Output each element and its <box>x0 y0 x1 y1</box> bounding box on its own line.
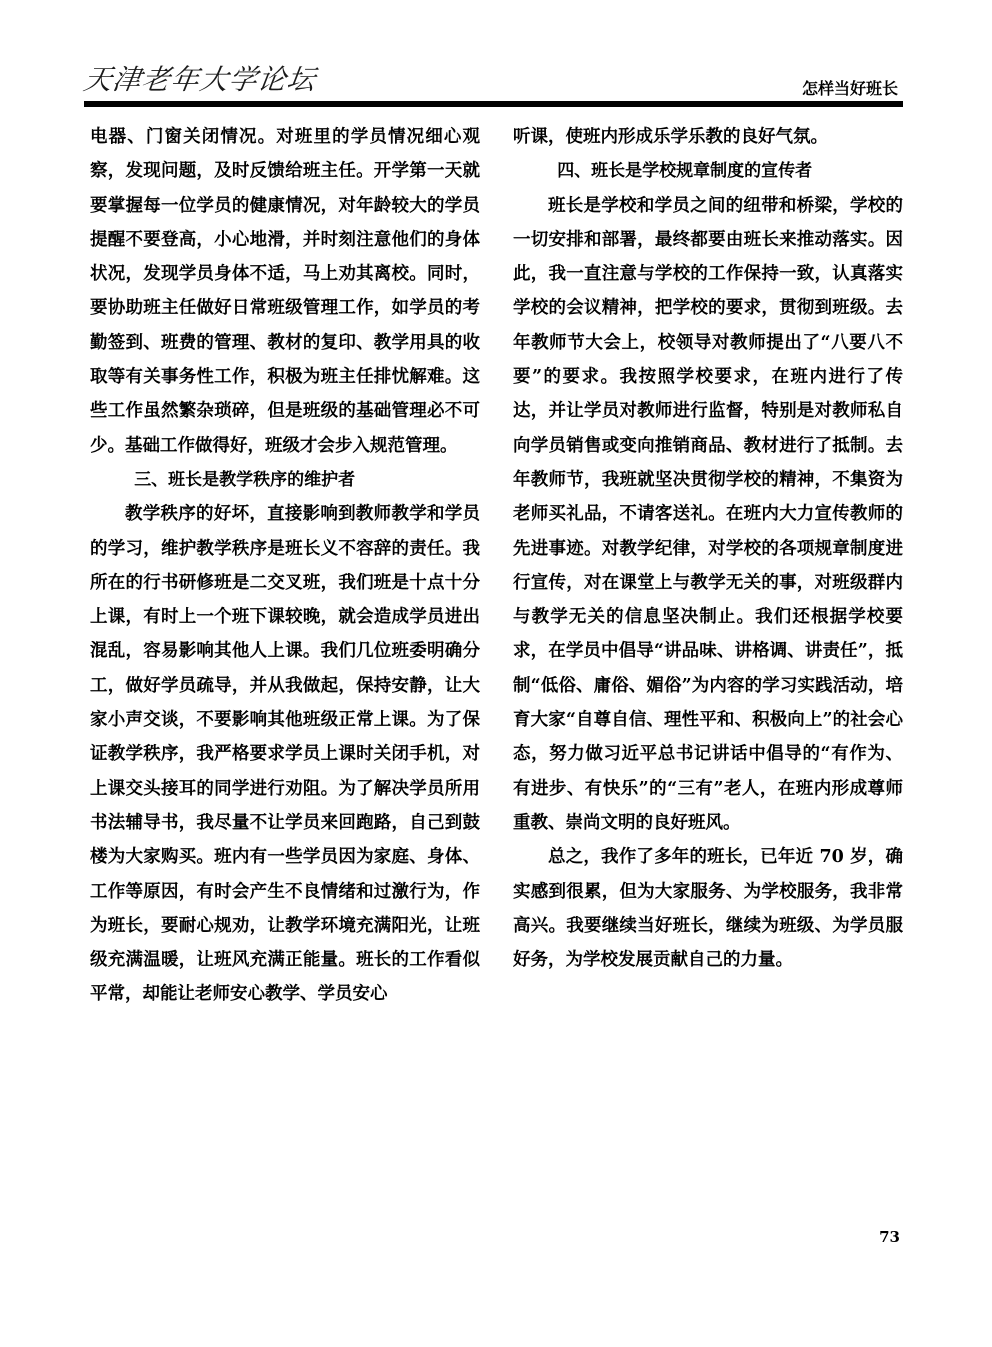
right-paragraph-2: 班长是学校和学员之间的纽带和桥梁，学校的一切安排和部署，最终都要由班长来推动落实。因此，我一直注意与学校的工作保持一致，认真落实学校的会议精神，把学校的要求，贯彻到班级。去年教师节大会上，校领导对教师提出了“八要八不要”的要求。我按照学校要求，在班内进行了传达，并让学员对教师进行监督，特别是对教师私自向学员销售或变向推销商品、教材进行了抵制。去年教师节，我班就坚决贯彻学校的精神，不集资为老师买礼品，不请客送礼。在班内大力宣传教师的先进事迹。对教学纪律，对学校的各项规章制度进行宣传，对在课堂上与教学无关的事，对班级群内与教学无关的信息坚决制止。我们还根据学校要求，在学员中倡导“讲品味、讲格调、讲责任”，抵制“低俗、庸俗、媚俗”为内容的学习实践活动，培育大家“自尊自信、理性平和、积极向上”的社会心态，努力做习近平总书记讲话中倡导的“有作为、有进步、有快乐”的“三有”老人，在班内形成尊师重教、崇尚文明的良好班风。 <box>513 195 903 833</box>
running-section-title: 怎样当好班长 <box>801 79 898 98</box>
right-paragraph-3: 总之，我作了多年的班长，已年近 70 岁，确实感到很累，但为大家服务、为学校服务，我非常高兴。我要继续当好班长，继续为班级、为学员服好务，为学校发展贡献自己的力量。 <box>513 847 903 971</box>
left-paragraph-2: 教学秩序的好坏，直接影响到教师教学和学员的学习，维护教学秩序是班长义不容辞的责任。我所在的行书研修班是二交叉班，我们班是十点十分上课，有时上一个班下课较晚，就会造成学员进出混乱，容易影响其他人上课。我们几位班委明确分工，做好学员疏导，并从我做起，保持安静，让大家小声交谈，不要影响其他班级正常上课。为了保证教学秩序，我严格要求学员上课时关闭手机，对上课交头接耳的同学进行劝阻。为了解决学员所用书法辅导书，我尽量不让学员来回跑路，自己到鼓楼为大家购买。班内有一些学员因为家庭、身体、工作等原因，有时会产生不良情绪和过激行为，作为班长，要耐心规劝，让教学环境充满阳光，让班级充满温暖，让班风充满正能量。班长的工作看似平常，却能让老师安心教学、学员安心 <box>90 504 480 1005</box>
left-column <box>90 120 480 1012</box>
left-paragraph-1: 电器、门窗关闭情况。对班里的学员情况细心观察，发现问题，及时反馈给班主任。开学第一天就要掌握每一位学员的健康情况，对年龄较大的学员提醒不要登高，小心地滑，并时刻注意他们的身体状况，发现学员身体不适，马上劝其离校。同时，要协助班主任做好日常班级管理工作，如学员的考勤签到、班费的管理、教材的复印、教学用具的收取等有关事务性工作，积极为班主任排忧解难。这些工作虽然繁杂琐碎，但是班级的基础管理必不可少。基础工作做得好，班级才会步入规范管理。 <box>90 127 480 456</box>
right-column <box>513 120 903 977</box>
section-heading-3: 三、班长是教学秩序的维护者 <box>134 469 356 490</box>
header-rule <box>84 101 903 107</box>
page-number: 73 <box>879 1228 900 1246</box>
section-heading-4: 四、班长是学校规章制度的宣传者 <box>557 161 813 182</box>
journal-masthead: 天津老年大学论坛 <box>81 63 319 96</box>
right-paragraph-1: 听课，使班内形成乐学乐教的良好气氛。 <box>513 127 828 147</box>
